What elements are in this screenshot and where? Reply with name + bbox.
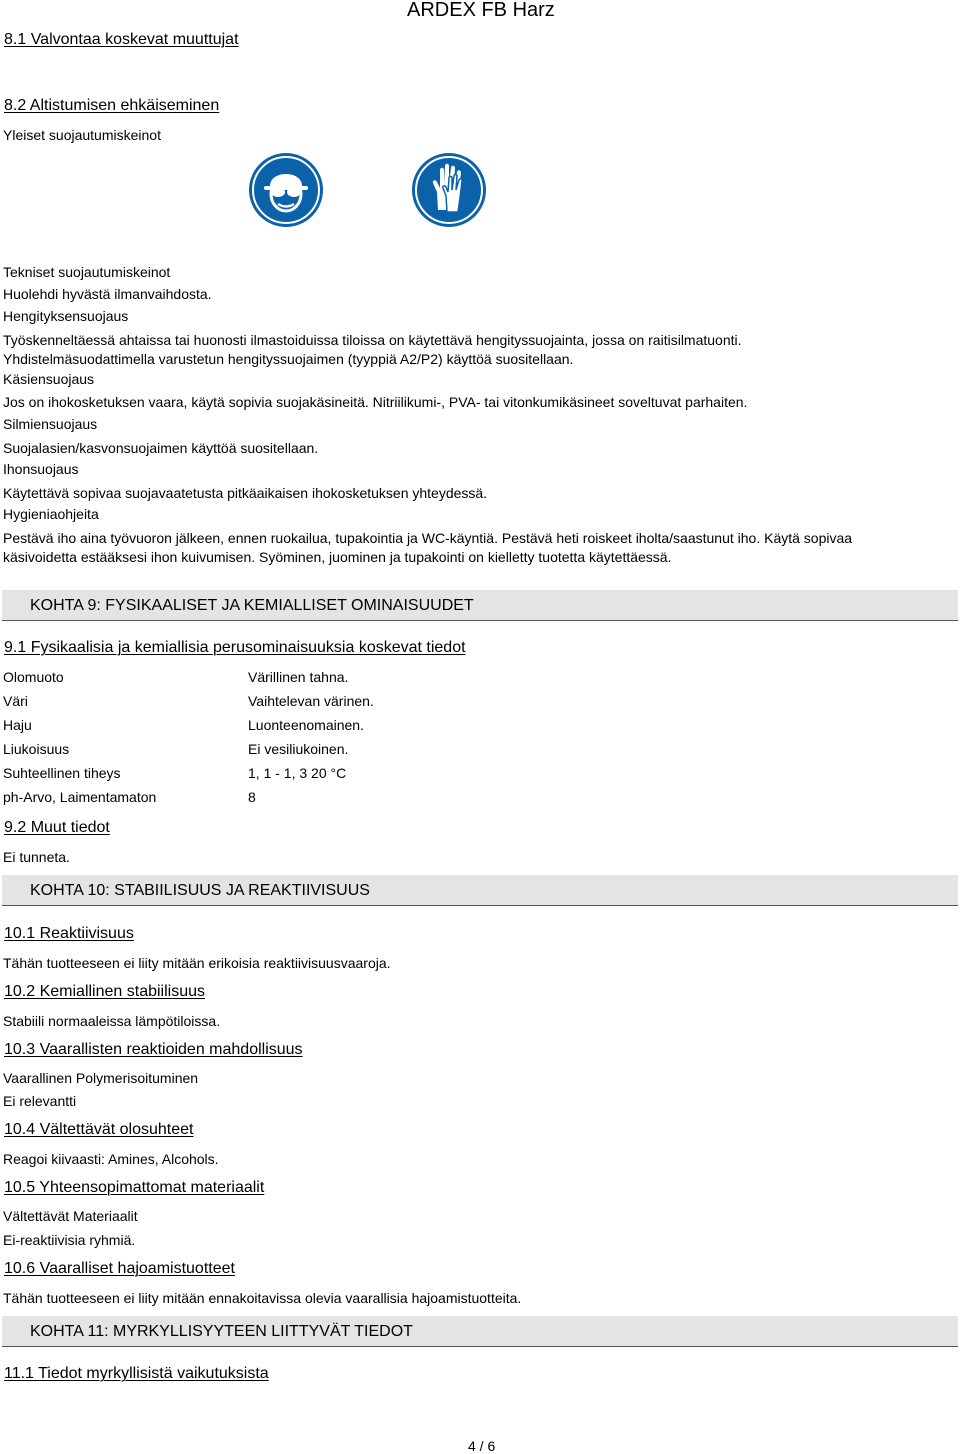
other-info-text: Ei tunneta. — [3, 849, 70, 865]
section-11-bar — [2, 1316, 958, 1347]
page-number: 4 / 6 — [468, 1438, 496, 1454]
gloves-mandatory-icon — [411, 152, 487, 228]
property-value: 8 — [248, 789, 256, 805]
subsection-10-6-heading: 10.6 Vaaralliset hajoamistuotteet — [4, 1260, 235, 1277]
hazardous-polymerization-label: Vaarallinen Polymerisoituminen — [3, 1070, 199, 1086]
property-label: Väri — [3, 693, 28, 709]
technical-protection-label: Tekniset suojautumiskeinot — [3, 264, 171, 280]
general-protection-label: Yleiset suojautumiskeinot — [3, 127, 161, 143]
skin-protection-label: Ihonsuojaus — [3, 461, 79, 477]
property-value: Vaihtelevan värinen. — [248, 693, 374, 709]
property-value: Ei vesiliukoinen. — [248, 741, 349, 757]
eye-protection-label: Silmiensuojaus — [3, 416, 98, 432]
subsection-10-4-heading: 10.4 Vältettävät olosuhteet — [4, 1121, 194, 1138]
subsection-10-5-heading: 10.5 Yhteensopimattomat materiaalit — [4, 1179, 265, 1196]
subsection-10-1-heading: 10.1 Reaktiivisuus — [4, 925, 134, 942]
section-10-title: KOHTA 10: STABIILISUUS JA REAKTIIVISUUS — [30, 882, 370, 899]
respiratory-protection-text-2: Yhdistelmäsuodattimella varustetun hengityssuojaimen (tyyppiä A2/P2) käyttöä suositellaan. — [3, 351, 574, 367]
eye-protection-text: Suojalasien/kasvonsuojaimen käyttöä suositellaan. — [3, 440, 319, 456]
skin-protection-text: Käytettävä sopivaa suojavaatetusta pitkäaikaisen ihokosketuksen yhteydessä. — [3, 485, 488, 501]
subsection-9-1-heading: 9.1 Fysikaalisia ja kemiallisia perusominaisuuksia koskevat tiedot — [4, 639, 466, 656]
subsection-11-1-heading: 11.1 Tiedot myrkyllisistä vaikutuksista — [4, 1365, 269, 1382]
property-value: Luonteenomainen. — [248, 717, 364, 733]
property-label: Liukoisuus — [3, 741, 70, 757]
materials-to-avoid-text: Ei-reaktiivisia ryhmiä. — [3, 1232, 136, 1248]
materials-to-avoid-label: Vältettävät Materiaalit — [3, 1208, 138, 1224]
subsection-9-2-heading: 9.2 Muut tiedot — [4, 819, 110, 836]
property-value: Värillinen tahna. — [248, 669, 349, 685]
hand-protection-text: Jos on ihokosketuksen vaara, käytä sopivia suojakäsineitä. Nitriilikumi-, PVA- tai vitonkumikäsineet soveltuvat parhaiten. — [3, 394, 748, 410]
section-10-bar — [2, 875, 958, 906]
hygiene-label: Hygieniaohjeita — [3, 506, 99, 522]
section-9-title: KOHTA 9: FYSIKAALISET JA KEMIALLISET OMINAISUUDET — [30, 597, 474, 614]
subsection-10-3-heading: 10.3 Vaarallisten reaktioiden mahdollisuus — [4, 1041, 303, 1058]
technical-protection-text: Huolehdi hyvästä ilmanvaihdosta. — [3, 286, 212, 302]
property-value: 1, 1 - 1, 3 20 °C — [248, 765, 347, 781]
property-label: Suhteellinen tiheys — [3, 765, 121, 781]
section-9-bar — [2, 590, 958, 621]
reactivity-text: Tähän tuotteeseen ei liity mitään erikoisia reaktiivisuusvaaroja. — [3, 955, 391, 971]
property-label: ph-Arvo, Laimentamaton — [3, 789, 157, 805]
section-11-title: KOHTA 11: MYRKYLLISYYTEEN LIITTYVÄT TIEDOT — [30, 1323, 413, 1340]
goggles-mandatory-icon — [248, 152, 324, 228]
hygiene-text-1: Pestävä iho aina työvuoron jälkeen, ennen ruokailua, tupakointia ja WC-käyntiä. Pestävä heti roiskeet iholta/saastunut iho. Käytä sopivaa — [3, 530, 853, 546]
subsection-8-1-heading: 8.1 Valvontaa koskevat muuttujat — [4, 31, 239, 48]
subsection-10-2-heading: 10.2 Kemiallinen stabiilisuus — [4, 983, 205, 1000]
respiratory-protection-text-1: Työskenneltäessä ahtaissa tai huonosti ilmastoiduissa tiloissa on käytettävä hengityssuojainta, jossa on raitisilmatuonti. — [3, 332, 742, 348]
conditions-to-avoid-text: Reagoi kiivaasti: Amines, Alcohols. — [3, 1151, 219, 1167]
decomposition-products-text: Tähän tuotteeseen ei liity mitään ennakoitavissa olevia vaarallisia hajoamistuotteita. — [3, 1290, 522, 1306]
hygiene-text-2: käsivoidetta estääksesi ihon kuivumisen. Syöminen, juominen ja tupakointi on kielletty tuotetta käytettäessä. — [3, 549, 672, 565]
stability-text: Stabiili normaaleissa lämpötiloissa. — [3, 1013, 221, 1029]
subsection-8-2-heading: 8.2 Altistumisen ehkäiseminen — [4, 97, 220, 114]
hand-protection-label: Käsiensuojaus — [3, 371, 95, 387]
property-label: Olomuoto — [3, 669, 64, 685]
respiratory-protection-label: Hengityksensuojaus — [3, 308, 129, 324]
property-label: Haju — [3, 717, 32, 733]
document-title: ARDEX FB Harz — [407, 0, 555, 21]
hazardous-polymerization-text: Ei relevantti — [3, 1093, 77, 1109]
